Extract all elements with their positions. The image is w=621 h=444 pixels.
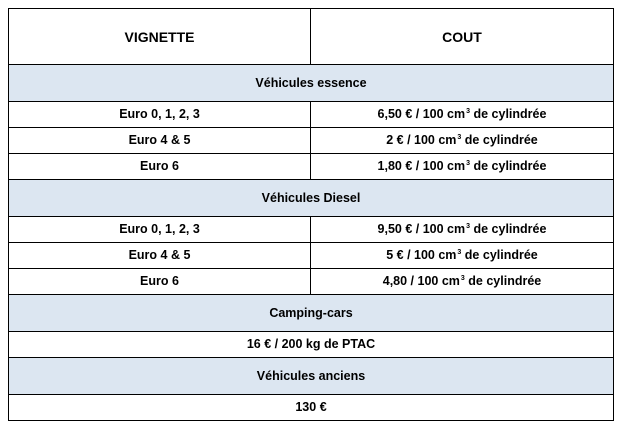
section-row-diesel (9, 180, 614, 217)
table-row (9, 102, 614, 128)
cout-cell (311, 154, 614, 180)
header-cout: COUT (311, 9, 614, 65)
table-row (9, 395, 614, 421)
anciens-cout: 130 € (9, 395, 614, 421)
cout-cell (311, 243, 614, 269)
cout-amount: 2 € / 100 cm (386, 133, 457, 148)
cout-suffix: de cylindrée (461, 248, 538, 263)
cout-exponent: 3 (466, 160, 471, 168)
table-row (9, 332, 614, 358)
cout-cell (311, 128, 614, 154)
vignette-cell: Euro 0, 1, 2, 3 (9, 102, 311, 128)
camping-cars-cout: 16 € / 200 kg de PTAC (9, 332, 614, 358)
vignette-cell: Euro 4 & 5 (9, 128, 311, 154)
tarif-table (8, 8, 614, 421)
section-row-essence (9, 65, 614, 102)
cout-suffix: de cylindrée (464, 274, 542, 289)
table-row (9, 154, 614, 180)
section-row-camping-cars (9, 295, 614, 332)
cout-amount: 4,80 / 100 cm (382, 274, 460, 289)
header-row (9, 9, 614, 65)
cout-exponent: 3 (460, 275, 465, 283)
cout-amount: 6,50 € / 100 cm (377, 107, 466, 122)
section-title: Véhicules anciens (9, 358, 614, 395)
cout-suffix: de cylindrée (470, 222, 547, 237)
cout-exponent: 3 (466, 108, 471, 116)
cout-cell (311, 269, 614, 295)
section-title: Véhicules essence (9, 65, 614, 102)
vignette-cell: Euro 6 (9, 154, 311, 180)
vignette-cell: Euro 0, 1, 2, 3 (9, 217, 311, 243)
cout-suffix: de cylindrée (470, 107, 547, 122)
cout-amount: 9,50 € / 100 cm (377, 222, 466, 237)
cout-exponent: 3 (466, 223, 471, 231)
section-row-anciens (9, 358, 614, 395)
cout-exponent: 3 (457, 249, 462, 257)
cout-amount: 5 € / 100 cm (386, 248, 457, 263)
cout-cell (311, 102, 614, 128)
cout-cell (311, 217, 614, 243)
cout-amount: 1,80 € / 100 cm (377, 159, 466, 174)
table-row (9, 269, 614, 295)
header-vignette: VIGNETTE (9, 9, 311, 65)
section-title: Véhicules Diesel (9, 180, 614, 217)
vignette-cell: Euro 6 (9, 269, 311, 295)
cout-suffix: de cylindrée (461, 133, 538, 148)
table-row (9, 217, 614, 243)
table-row (9, 243, 614, 269)
cout-exponent: 3 (457, 134, 462, 142)
table-row (9, 128, 614, 154)
vignette-cell: Euro 4 & 5 (9, 243, 311, 269)
cout-suffix: de cylindrée (470, 159, 547, 174)
section-title: Camping-cars (9, 295, 614, 332)
